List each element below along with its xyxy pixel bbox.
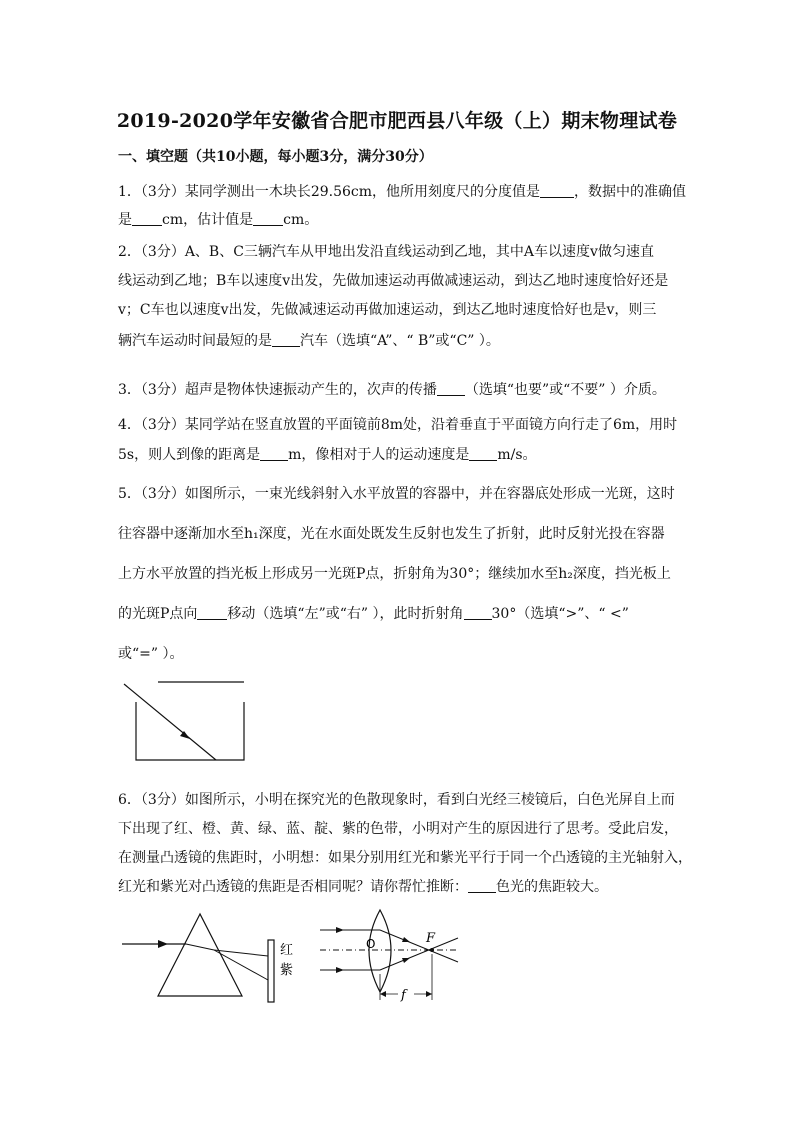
- violet-ray: [214, 950, 268, 980]
- dimension-arrow-icon: [380, 991, 386, 997]
- answer-blank[interactable]: [132, 211, 162, 226]
- focus-point: [430, 948, 434, 952]
- answer-blank[interactable]: [468, 878, 496, 893]
- question-5: 5．（3分）如图所示，一束光线斜射入水平放置的容器中，并在容器底处形成一光斑，这时 往容器中逐渐加水至h₁深度，光在水面处既发生反射也发生了折射，此时反射光投在容器 上方水平放置的挡光板上形成另一光斑P点，折射角为30°；继续加水至h₂深度，挡光板上 的光斑P点向 移动（选填“左”或“右” ），此时折射角 30°（选填“>”、“ <” 或“=” ）。: [118, 486, 675, 662]
- focus-label: F: [426, 931, 436, 946]
- lens-figure: [318, 904, 468, 1004]
- answer-blank[interactable]: [197, 605, 227, 620]
- answer-blank[interactable]: [437, 381, 465, 396]
- section-heading: 一、填空题（共10小题，每小题3分，满分30分）: [118, 149, 433, 165]
- lens-center-label: O: [366, 937, 376, 951]
- ray-arrow-icon: [336, 967, 344, 973]
- ray-arrow-icon: [158, 940, 168, 948]
- container-figure: [118, 676, 253, 766]
- ray-arrow-icon: [402, 937, 410, 942]
- question-4: 4．（3分）某同学站在竖直放置的平面镜前8m处，沿着垂直于平面镜方向行走了6m，用时 5s，则人到像的距离是 m，像相对于人的运动速度是 m/s。: [118, 417, 678, 463]
- dimension-arrow-icon: [426, 991, 432, 997]
- converging-ray-top: [380, 930, 458, 962]
- prism-figure: [118, 906, 308, 1006]
- answer-blank[interactable]: [464, 605, 492, 620]
- paper-title: 2019-2020学年安徽省合肥市肥西县八年级（上）期末物理试卷: [116, 110, 678, 132]
- red-label: 红: [280, 943, 294, 958]
- answer-blank[interactable]: [260, 446, 288, 461]
- question-6: 6．（3分）如图所示，小明在探究光的色散现象时，看到白光经三棱镜后，白色光屏自上而 下出现了红、橙、黄、绿、蓝、靛、紫的色带，小明对产生的原因进行了思考。受此启发， 在测量凸透镜的焦距时，小明想：如果分别用红光和紫光平行于同一个凸透镜的主光轴射入， 红光和紫光对凸透镜的焦距是否相同呢？请你帮忙推断： 色光的焦距较大。: [118, 792, 692, 895]
- question-2: 2．（3分）A、B、C三辆汽车从甲地出发沿直线运动到乙地，其中A车以速度v做匀速直 线运动到乙地；B车以速度v出发，先做加速运动再做减速运动，到达乙地时速度恰好还是 v；C车也以速度v出发，先做减速运动再做加速运动，到达乙地时速度恰好也是v，则三 辆汽车运动时间最短的是 汽车（选填“A”、“ B”或“C” ）。: [118, 244, 669, 349]
- converging-ray-bottom: [380, 938, 458, 970]
- answer-blank[interactable]: [272, 332, 300, 347]
- focal-length-label: f: [401, 988, 406, 1003]
- answer-blank[interactable]: [540, 183, 574, 198]
- incident-light-ray: [124, 684, 216, 760]
- refracted-ray: [186, 944, 214, 950]
- ray-arrow-icon: [336, 927, 344, 933]
- ray-arrow-icon: [402, 958, 410, 963]
- question-1: 1．（3分）某同学测出一木块长29.56cm，他所用刻度尺的分度值是 ，数据中的准确值 是 cm，估计值是 cm。: [118, 184, 687, 228]
- answer-blank[interactable]: [253, 211, 283, 226]
- violet-label: 紫: [280, 963, 294, 978]
- answer-blank[interactable]: [469, 446, 497, 461]
- red-ray: [214, 950, 268, 956]
- light-screen: [268, 940, 274, 1002]
- prism: [158, 914, 242, 996]
- container-outline: [136, 702, 244, 760]
- question-3: 3．（3分）超声是物体快速振动产生的，次声的传播 （选填“也要”或“不要” ）介质。: [118, 382, 666, 398]
